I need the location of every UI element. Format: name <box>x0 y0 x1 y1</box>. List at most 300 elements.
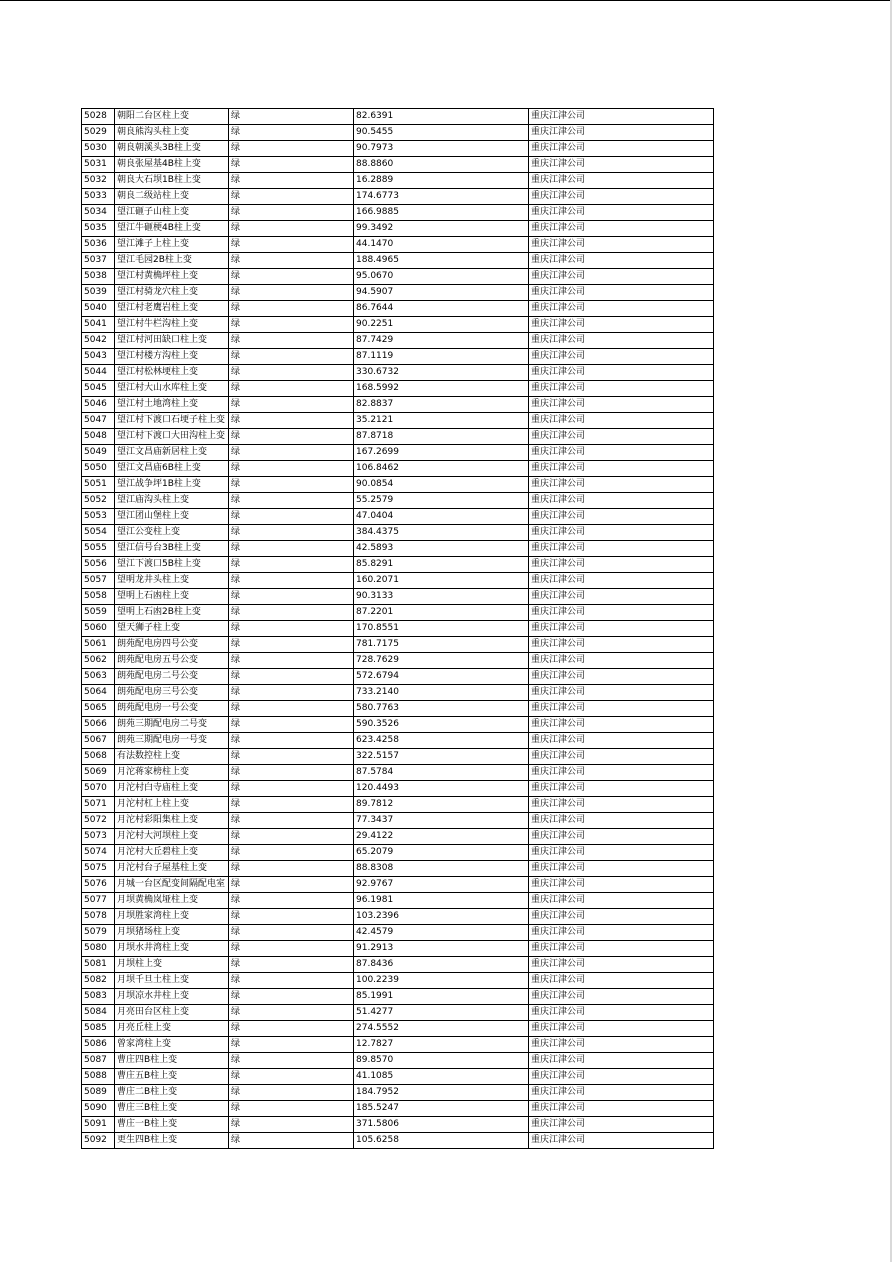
table-row <box>82 765 714 781</box>
value-cell: 51.4277 <box>354 1005 529 1021</box>
transformer-name-cell: 月亮丘柱上变 <box>115 1021 229 1037</box>
transformer-name-cell: 朝良朝溪头3B柱上变 <box>115 141 229 157</box>
company-cell: 重庆江津公司 <box>529 941 714 957</box>
transformer-name-cell: 望明上石凼柱上变 <box>115 589 229 605</box>
row-id-cell: 5090 <box>82 1101 115 1117</box>
value-cell: 103.2396 <box>354 909 529 925</box>
company-cell: 重庆江津公司 <box>529 253 714 269</box>
status-flag-cell: 绿 <box>229 957 354 973</box>
row-id-cell: 5079 <box>82 925 115 941</box>
value-cell: 90.5455 <box>354 125 529 141</box>
transformer-name-cell: 朝良熊沟头柱上变 <box>115 125 229 141</box>
transformer-name-cell: 望江毛园2B柱上变 <box>115 253 229 269</box>
value-cell: 105.6258 <box>354 1133 529 1149</box>
table-row <box>82 653 714 669</box>
company-cell: 重庆江津公司 <box>529 173 714 189</box>
value-cell: 44.1470 <box>354 237 529 253</box>
row-id-cell: 5040 <box>82 301 115 317</box>
table-row <box>82 749 714 765</box>
row-id-cell: 5072 <box>82 813 115 829</box>
row-id-cell: 5070 <box>82 781 115 797</box>
company-cell: 重庆江津公司 <box>529 317 714 333</box>
status-flag-cell: 绿 <box>229 605 354 621</box>
company-cell: 重庆江津公司 <box>529 1037 714 1053</box>
transformer-name-cell: 望江砸子山柱上变 <box>115 205 229 221</box>
value-cell: 87.2201 <box>354 605 529 621</box>
company-cell: 重庆江津公司 <box>529 269 714 285</box>
row-id-cell: 5082 <box>82 973 115 989</box>
table-row <box>82 461 714 477</box>
table-row <box>82 589 714 605</box>
table-row <box>82 669 714 685</box>
transformer-name-cell: 望江村下渡口石埂子柱上变 <box>115 413 229 429</box>
transformer-name-cell: 望江村大山水库柱上变 <box>115 381 229 397</box>
transformer-name-cell: 望天狮子柱上变 <box>115 621 229 637</box>
value-cell: 85.8291 <box>354 557 529 573</box>
status-flag-cell: 绿 <box>229 1085 354 1101</box>
status-flag-cell: 绿 <box>229 557 354 573</box>
table-row <box>82 237 714 253</box>
company-cell: 重庆江津公司 <box>529 573 714 589</box>
transformer-name-cell: 月沱村杠上柱上变 <box>115 797 229 813</box>
transformer-name-cell: 望江公变柱上变 <box>115 525 229 541</box>
value-cell: 29.4122 <box>354 829 529 845</box>
company-cell: 重庆江津公司 <box>529 861 714 877</box>
transformer-name-cell: 望江村松林埂柱上变 <box>115 365 229 381</box>
transformer-name-cell: 曾家湾柱上变 <box>115 1037 229 1053</box>
transformer-name-cell: 曹庄二B柱上变 <box>115 1085 229 1101</box>
table-row <box>82 701 714 717</box>
table-row <box>82 349 714 365</box>
row-id-cell: 5067 <box>82 733 115 749</box>
row-id-cell: 5064 <box>82 685 115 701</box>
value-cell: 384.4375 <box>354 525 529 541</box>
status-flag-cell: 绿 <box>229 237 354 253</box>
row-id-cell: 5039 <box>82 285 115 301</box>
row-id-cell: 5071 <box>82 797 115 813</box>
transformer-name-cell: 望明龙井头柱上变 <box>115 573 229 589</box>
company-cell: 重庆江津公司 <box>529 685 714 701</box>
status-flag-cell: 绿 <box>229 349 354 365</box>
value-cell: 95.0670 <box>354 269 529 285</box>
transformer-name-cell: 朗苑配电房五号公变 <box>115 653 229 669</box>
status-flag-cell: 绿 <box>229 205 354 221</box>
table-row <box>82 509 714 525</box>
transformer-name-cell: 望江战争坪1B柱上变 <box>115 477 229 493</box>
transformer-name-cell: 月沱村台子屋基柱上变 <box>115 861 229 877</box>
value-cell: 90.0854 <box>354 477 529 493</box>
row-id-cell: 5029 <box>82 125 115 141</box>
table-row <box>82 605 714 621</box>
status-flag-cell: 绿 <box>229 989 354 1005</box>
company-cell: 重庆江津公司 <box>529 445 714 461</box>
table-row <box>82 493 714 509</box>
value-cell: 99.3492 <box>354 221 529 237</box>
row-id-cell: 5086 <box>82 1037 115 1053</box>
row-id-cell: 5028 <box>82 109 115 125</box>
table-row <box>82 253 714 269</box>
status-flag-cell: 绿 <box>229 541 354 557</box>
value-cell: 88.8860 <box>354 157 529 173</box>
transformer-name-cell: 望江庙沟头柱上变 <box>115 493 229 509</box>
table-row <box>82 1133 714 1149</box>
table-row <box>82 941 714 957</box>
value-cell: 42.4579 <box>354 925 529 941</box>
row-id-cell: 5051 <box>82 477 115 493</box>
status-flag-cell: 绿 <box>229 1037 354 1053</box>
value-cell: 92.9767 <box>354 877 529 893</box>
row-id-cell: 5075 <box>82 861 115 877</box>
transformer-name-cell: 朗苑三期配电房二号变 <box>115 717 229 733</box>
company-cell: 重庆江津公司 <box>529 205 714 221</box>
transformer-name-cell: 曹庄三B柱上变 <box>115 1101 229 1117</box>
transformer-name-cell: 望江团山堡柱上变 <box>115 509 229 525</box>
company-cell: 重庆江津公司 <box>529 461 714 477</box>
value-cell: 330.6732 <box>354 365 529 381</box>
status-flag-cell: 绿 <box>229 269 354 285</box>
status-flag-cell: 绿 <box>229 173 354 189</box>
value-cell: 90.3133 <box>354 589 529 605</box>
value-cell: 96.1981 <box>354 893 529 909</box>
row-id-cell: 5031 <box>82 157 115 173</box>
table-row <box>82 413 714 429</box>
table-row <box>82 445 714 461</box>
table-row <box>82 269 714 285</box>
company-cell: 重庆江津公司 <box>529 397 714 413</box>
company-cell: 重庆江津公司 <box>529 605 714 621</box>
row-id-cell: 5057 <box>82 573 115 589</box>
transformer-name-cell: 曹庄五B柱上变 <box>115 1069 229 1085</box>
transformer-name-cell: 朝良张屋基4B柱上变 <box>115 157 229 173</box>
row-id-cell: 5073 <box>82 829 115 845</box>
status-flag-cell: 绿 <box>229 941 354 957</box>
company-cell: 重庆江津公司 <box>529 413 714 429</box>
table-row <box>82 957 714 973</box>
company-cell: 重庆江津公司 <box>529 1101 714 1117</box>
status-flag-cell: 绿 <box>229 157 354 173</box>
table-row <box>82 541 714 557</box>
row-id-cell: 5078 <box>82 909 115 925</box>
value-cell: 728.7629 <box>354 653 529 669</box>
value-cell: 16.2889 <box>354 173 529 189</box>
table-row <box>82 781 714 797</box>
status-flag-cell: 绿 <box>229 765 354 781</box>
company-cell: 重庆江津公司 <box>529 845 714 861</box>
value-cell: 94.5907 <box>354 285 529 301</box>
company-cell: 重庆江津公司 <box>529 493 714 509</box>
value-cell: 168.5992 <box>354 381 529 397</box>
status-flag-cell: 绿 <box>229 317 354 333</box>
row-id-cell: 5085 <box>82 1021 115 1037</box>
company-cell: 重庆江津公司 <box>529 1069 714 1085</box>
row-id-cell: 5041 <box>82 317 115 333</box>
table-row <box>82 125 714 141</box>
value-cell: 371.5806 <box>354 1117 529 1133</box>
table-row <box>82 573 714 589</box>
transformer-name-cell: 月坝猪场柱上变 <box>115 925 229 941</box>
status-flag-cell: 绿 <box>229 733 354 749</box>
company-cell: 重庆江津公司 <box>529 125 714 141</box>
table-row <box>82 733 714 749</box>
row-id-cell: 5076 <box>82 877 115 893</box>
transformer-name-cell: 月城一台区配变间隔配电室 <box>115 877 229 893</box>
table-row <box>82 381 714 397</box>
row-id-cell: 5048 <box>82 429 115 445</box>
value-cell: 89.8570 <box>354 1053 529 1069</box>
row-id-cell: 5045 <box>82 381 115 397</box>
value-cell: 55.2579 <box>354 493 529 509</box>
status-flag-cell: 绿 <box>229 413 354 429</box>
row-id-cell: 5044 <box>82 365 115 381</box>
value-cell: 120.4493 <box>354 781 529 797</box>
table-row <box>82 1085 714 1101</box>
company-cell: 重庆江津公司 <box>529 349 714 365</box>
status-flag-cell: 绿 <box>229 1053 354 1069</box>
transformer-name-cell: 朝阳二台区柱上变 <box>115 109 229 125</box>
company-cell: 重庆江津公司 <box>529 509 714 525</box>
value-cell: 12.7827 <box>354 1037 529 1053</box>
row-id-cell: 5053 <box>82 509 115 525</box>
transformer-name-cell: 朗苑配电房二号公变 <box>115 669 229 685</box>
value-cell: 322.5157 <box>354 749 529 765</box>
value-cell: 185.5247 <box>354 1101 529 1117</box>
row-id-cell: 5074 <box>82 845 115 861</box>
row-id-cell: 5061 <box>82 637 115 653</box>
company-cell: 重庆江津公司 <box>529 829 714 845</box>
company-cell: 重庆江津公司 <box>529 925 714 941</box>
company-cell: 重庆江津公司 <box>529 1005 714 1021</box>
value-cell: 184.7952 <box>354 1085 529 1101</box>
value-cell: 170.8551 <box>354 621 529 637</box>
status-flag-cell: 绿 <box>229 461 354 477</box>
row-id-cell: 5032 <box>82 173 115 189</box>
value-cell: 733.2140 <box>354 685 529 701</box>
company-cell: 重庆江津公司 <box>529 285 714 301</box>
table-row <box>82 1021 714 1037</box>
table-row <box>82 173 714 189</box>
table-row <box>82 861 714 877</box>
company-cell: 重庆江津公司 <box>529 221 714 237</box>
value-cell: 572.6794 <box>354 669 529 685</box>
status-flag-cell: 绿 <box>229 1133 354 1149</box>
table-row <box>82 141 714 157</box>
row-id-cell: 5036 <box>82 237 115 253</box>
value-cell: 35.2121 <box>354 413 529 429</box>
status-flag-cell: 绿 <box>229 525 354 541</box>
company-cell: 重庆江津公司 <box>529 909 714 925</box>
transformer-name-cell: 望江文昌庙6B柱上变 <box>115 461 229 477</box>
transformer-name-cell: 月坝黄桷岚垭柱上变 <box>115 893 229 909</box>
value-cell: 88.8308 <box>354 861 529 877</box>
company-cell: 重庆江津公司 <box>529 653 714 669</box>
status-flag-cell: 绿 <box>229 717 354 733</box>
transformer-name-cell: 月亮田台区柱上变 <box>115 1005 229 1021</box>
row-id-cell: 5037 <box>82 253 115 269</box>
row-id-cell: 5065 <box>82 701 115 717</box>
value-cell: 87.8436 <box>354 957 529 973</box>
row-id-cell: 5047 <box>82 413 115 429</box>
row-id-cell: 5069 <box>82 765 115 781</box>
value-cell: 85.1991 <box>354 989 529 1005</box>
value-cell: 82.8837 <box>354 397 529 413</box>
row-id-cell: 5038 <box>82 269 115 285</box>
transformer-name-cell: 月沱村大河坝柱上变 <box>115 829 229 845</box>
transformer-name-cell: 月坝胜家湾柱上变 <box>115 909 229 925</box>
status-flag-cell: 绿 <box>229 637 354 653</box>
status-flag-cell: 绿 <box>229 829 354 845</box>
value-cell: 91.2913 <box>354 941 529 957</box>
table-row <box>82 317 714 333</box>
company-cell: 重庆江津公司 <box>529 973 714 989</box>
table-row <box>82 893 714 909</box>
transformer-name-cell: 月坝千旦土柱上变 <box>115 973 229 989</box>
row-id-cell: 5062 <box>82 653 115 669</box>
status-flag-cell: 绿 <box>229 973 354 989</box>
value-cell: 188.4965 <box>354 253 529 269</box>
transformer-name-cell: 月坝凉水井柱上变 <box>115 989 229 1005</box>
status-flag-cell: 绿 <box>229 1069 354 1085</box>
value-cell: 77.3437 <box>354 813 529 829</box>
transformer-name-cell: 望江村下渡口大田沟柱上变 <box>115 429 229 445</box>
company-cell: 重庆江津公司 <box>529 557 714 573</box>
table-row <box>82 285 714 301</box>
transformer-name-cell: 月沱村彩阳集柱上变 <box>115 813 229 829</box>
status-flag-cell: 绿 <box>229 509 354 525</box>
company-cell: 重庆江津公司 <box>529 877 714 893</box>
table-row <box>82 189 714 205</box>
row-id-cell: 5066 <box>82 717 115 733</box>
status-flag-cell: 绿 <box>229 845 354 861</box>
row-id-cell: 5091 <box>82 1117 115 1133</box>
row-id-cell: 5081 <box>82 957 115 973</box>
row-id-cell: 5059 <box>82 605 115 621</box>
status-flag-cell: 绿 <box>229 141 354 157</box>
table-row <box>82 157 714 173</box>
transformer-name-cell: 望江牛砸梗4B柱上变 <box>115 221 229 237</box>
row-id-cell: 5033 <box>82 189 115 205</box>
table-row <box>82 525 714 541</box>
transformer-name-cell: 望江村黄桷坪柱上变 <box>115 269 229 285</box>
transformer-name-cell: 望江村楼方沟柱上变 <box>115 349 229 365</box>
company-cell: 重庆江津公司 <box>529 621 714 637</box>
status-flag-cell: 绿 <box>229 925 354 941</box>
row-id-cell: 5056 <box>82 557 115 573</box>
status-flag-cell: 绿 <box>229 861 354 877</box>
status-flag-cell: 绿 <box>229 189 354 205</box>
row-id-cell: 5080 <box>82 941 115 957</box>
company-cell: 重庆江津公司 <box>529 333 714 349</box>
table-row <box>82 1053 714 1069</box>
transformer-name-cell: 月沱蒋家榜柱上变 <box>115 765 229 781</box>
status-flag-cell: 绿 <box>229 573 354 589</box>
row-id-cell: 5068 <box>82 749 115 765</box>
status-flag-cell: 绿 <box>229 813 354 829</box>
row-id-cell: 5088 <box>82 1069 115 1085</box>
table-row <box>82 685 714 701</box>
company-cell: 重庆江津公司 <box>529 189 714 205</box>
row-id-cell: 5049 <box>82 445 115 461</box>
table-row <box>82 621 714 637</box>
status-flag-cell: 绿 <box>229 701 354 717</box>
table-row <box>82 557 714 573</box>
value-cell: 65.2079 <box>354 845 529 861</box>
status-flag-cell: 绿 <box>229 285 354 301</box>
status-flag-cell: 绿 <box>229 685 354 701</box>
transformer-name-cell: 朗苑配电房一号公变 <box>115 701 229 717</box>
value-cell: 274.5552 <box>354 1021 529 1037</box>
value-cell: 86.7644 <box>354 301 529 317</box>
value-cell: 87.1119 <box>354 349 529 365</box>
company-cell: 重庆江津公司 <box>529 1085 714 1101</box>
transformer-name-cell: 朗苑配电房四号公变 <box>115 637 229 653</box>
table-row <box>82 829 714 845</box>
row-id-cell: 5035 <box>82 221 115 237</box>
value-cell: 590.3526 <box>354 717 529 733</box>
value-cell: 100.2239 <box>354 973 529 989</box>
table-row <box>82 925 714 941</box>
row-id-cell: 5042 <box>82 333 115 349</box>
table-row <box>82 813 714 829</box>
company-cell: 重庆江津公司 <box>529 1053 714 1069</box>
company-cell: 重庆江津公司 <box>529 109 714 125</box>
transformer-name-cell: 曹庄一B柱上变 <box>115 1117 229 1133</box>
value-cell: 41.1085 <box>354 1069 529 1085</box>
status-flag-cell: 绿 <box>229 877 354 893</box>
transformer-name-cell: 朝良大石坝1B柱上变 <box>115 173 229 189</box>
value-cell: 580.7763 <box>354 701 529 717</box>
table-row <box>82 397 714 413</box>
table-row <box>82 109 714 125</box>
status-flag-cell: 绿 <box>229 253 354 269</box>
table-row <box>82 845 714 861</box>
data-table <box>81 108 714 1149</box>
row-id-cell: 5077 <box>82 893 115 909</box>
row-id-cell: 5063 <box>82 669 115 685</box>
transformer-name-cell: 望江文昌庙新居柱上变 <box>115 445 229 461</box>
table-row <box>82 717 714 733</box>
company-cell: 重庆江津公司 <box>529 1117 714 1133</box>
status-flag-cell: 绿 <box>229 397 354 413</box>
transformer-name-cell: 望江下渡口5B柱上变 <box>115 557 229 573</box>
transformer-name-cell: 月坝水井湾柱上变 <box>115 941 229 957</box>
value-cell: 87.7429 <box>354 333 529 349</box>
table-row <box>82 909 714 925</box>
company-cell: 重庆江津公司 <box>529 749 714 765</box>
value-cell: 160.2071 <box>354 573 529 589</box>
value-cell: 781.7175 <box>354 637 529 653</box>
row-id-cell: 5092 <box>82 1133 115 1149</box>
company-cell: 重庆江津公司 <box>529 525 714 541</box>
table-row <box>82 429 714 445</box>
row-id-cell: 5043 <box>82 349 115 365</box>
company-cell: 重庆江津公司 <box>529 637 714 653</box>
table-row <box>82 301 714 317</box>
company-cell: 重庆江津公司 <box>529 429 714 445</box>
value-cell: 82.6391 <box>354 109 529 125</box>
table-row <box>82 1005 714 1021</box>
company-cell: 重庆江津公司 <box>529 813 714 829</box>
status-flag-cell: 绿 <box>229 909 354 925</box>
company-cell: 重庆江津公司 <box>529 797 714 813</box>
value-cell: 166.9885 <box>354 205 529 221</box>
company-cell: 重庆江津公司 <box>529 765 714 781</box>
value-cell: 47.0404 <box>354 509 529 525</box>
table-row <box>82 637 714 653</box>
status-flag-cell: 绿 <box>229 381 354 397</box>
value-cell: 87.8718 <box>354 429 529 445</box>
value-cell: 87.5784 <box>354 765 529 781</box>
status-flag-cell: 绿 <box>229 749 354 765</box>
